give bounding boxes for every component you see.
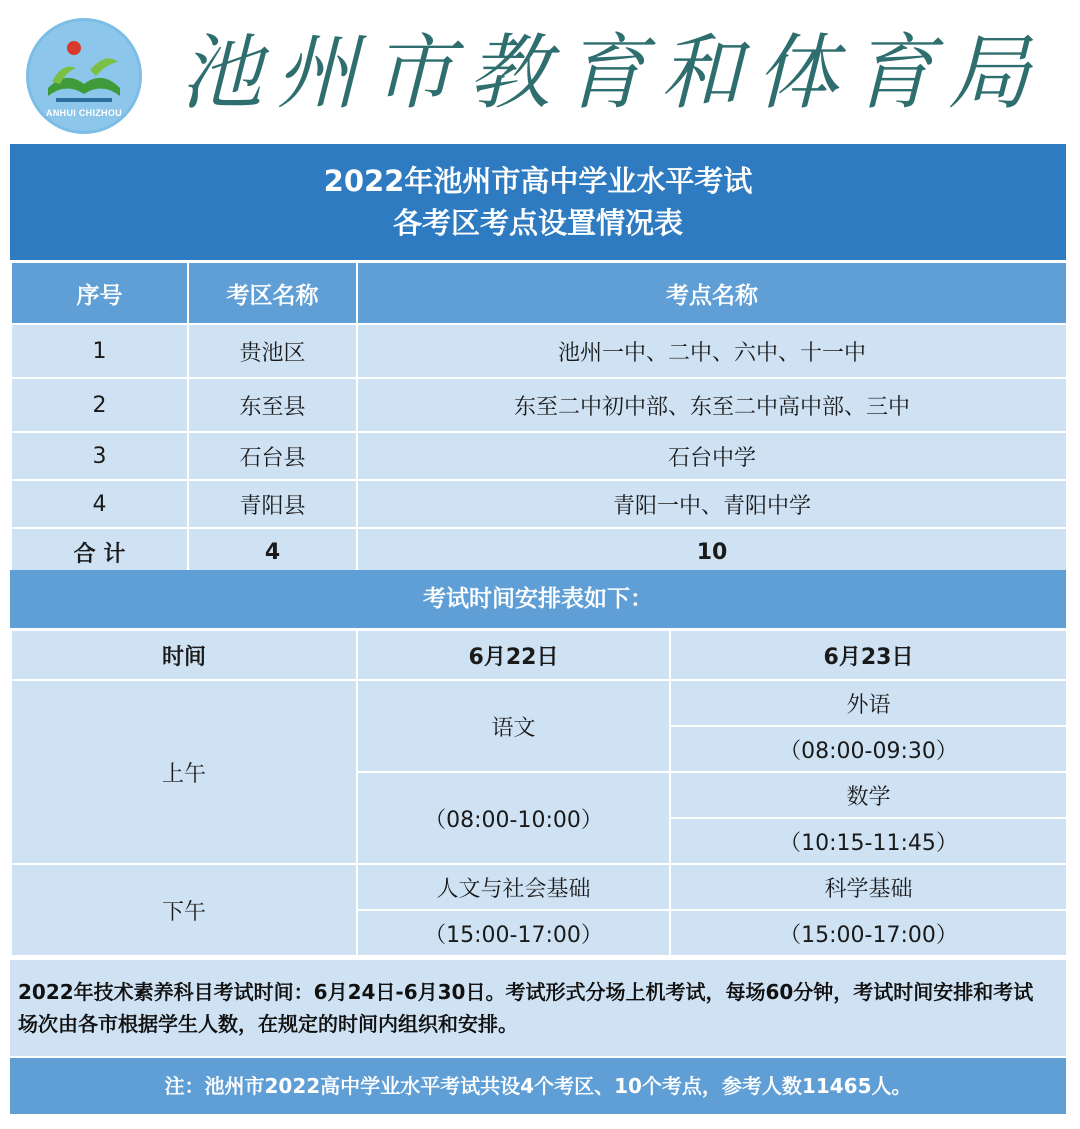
table-row [11, 480, 1067, 528]
afternoon-day2-subject: 科学基础 [670, 864, 1067, 910]
morning-day2-subject2: 数学 [670, 772, 1067, 818]
table-row [11, 324, 1067, 378]
afternoon-day1-subject: 人文与社会基础 [357, 864, 670, 910]
exam-schedule-table [10, 629, 1068, 957]
morning-day1-time: （08:00-10:00） [357, 772, 670, 864]
col-header-day1: 6月22日 [357, 630, 670, 680]
row-district: 贵池区 [188, 324, 357, 378]
table-title [10, 144, 1066, 260]
row-sites: 东至二中初中部、东至二中高中部、三中 [357, 378, 1067, 432]
footer-note: 注：池州市2022高中学业水平考试共设4个考区、10个考点，参考人数11465人。 [10, 1058, 1066, 1114]
col-header-no: 序号 [11, 262, 188, 324]
col-header-district: 考区名称 [188, 262, 357, 324]
logo-caption: ANHUI CHIZHOU [46, 108, 122, 118]
total-sites: 10 [357, 528, 1067, 576]
exam-sites-table [10, 261, 1068, 577]
table-title-line2: 各考区考点设置情况表 [392, 206, 683, 240]
total-row [11, 528, 1067, 576]
morning-day1-subject: 语文 [357, 680, 670, 772]
col-header-day2: 6月23日 [670, 630, 1067, 680]
afternoon-day2-time: （15:00-17:00） [670, 910, 1067, 956]
row-no: 3 [11, 432, 188, 480]
row-no: 4 [11, 480, 188, 528]
row-sites: 青阳一中、青阳中学 [357, 480, 1067, 528]
col-header-time: 时间 [11, 630, 357, 680]
total-districts: 4 [188, 528, 357, 576]
morning-day2-time2: （10:15-11:45） [670, 818, 1067, 864]
table-row [11, 432, 1067, 480]
org-title: 池州市教育和体育局 [180, 26, 1044, 121]
row-sites: 池州一中、二中、六中、十一中 [357, 324, 1067, 378]
exam-info-card [10, 144, 1066, 1114]
total-label: 合 计 [11, 528, 188, 576]
sites-header-row [11, 262, 1067, 324]
schedule-title: 考试时间安排表如下： [10, 570, 1066, 628]
morning-day2-subject1: 外语 [670, 680, 1067, 726]
row-district: 东至县 [188, 378, 357, 432]
org-logo [26, 18, 142, 134]
table-row [11, 378, 1067, 432]
row-sites: 石台中学 [357, 432, 1067, 480]
row-district: 石台县 [188, 432, 357, 480]
page-header [0, 0, 1080, 140]
morning-label: 上午 [11, 680, 357, 864]
row-no: 2 [11, 378, 188, 432]
morning-day2-time1: （08:00-09:30） [670, 726, 1067, 772]
col-header-sites: 考点名称 [357, 262, 1067, 324]
row-no: 1 [11, 324, 188, 378]
schedule-header-row [11, 630, 1067, 680]
tech-exam-note: 2022年技术素养科目考试时间：6月24日-6月30日。考试形式分场上机考试，每场60分钟，考试时间安排和考试场次由各市根据学生人数，在规定的时间内组织和安排。 [10, 960, 1066, 1056]
afternoon-label: 下午 [11, 864, 357, 956]
table-title-line1: 2022年池州市高中学业水平考试 [323, 164, 753, 198]
afternoon-day1-time: （15:00-17:00） [357, 910, 670, 956]
row-district: 青阳县 [188, 480, 357, 528]
